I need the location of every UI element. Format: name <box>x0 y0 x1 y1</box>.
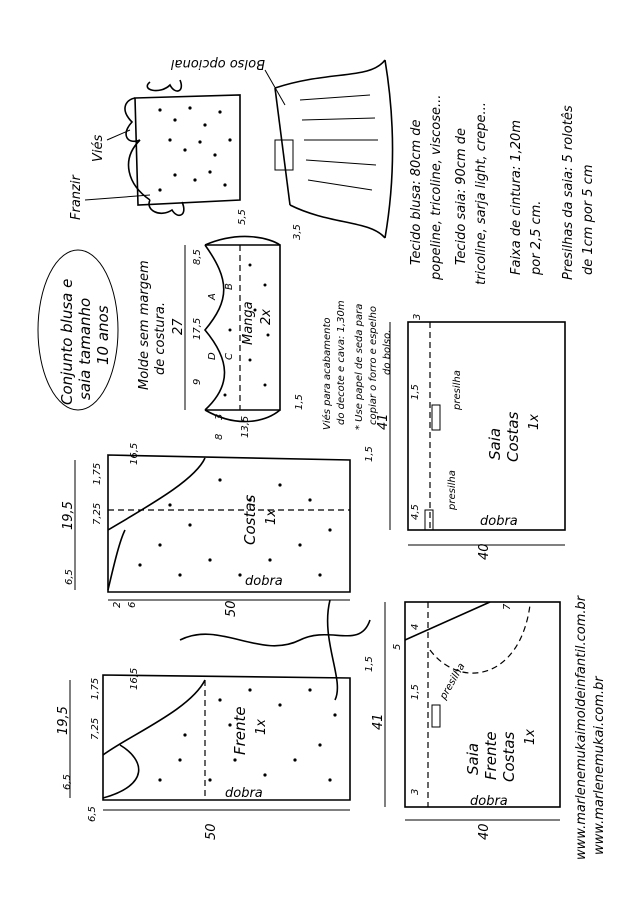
note-tecido-saia-2: tricoline, sarja light, crepe... <box>474 102 489 285</box>
saia-costas-dim-3: 3 <box>412 313 423 320</box>
bolso-arrow <box>265 70 285 105</box>
frente-dim-16-5: 16,5 <box>129 667 140 690</box>
saia-frente-presilha-mark <box>432 705 440 727</box>
saia-frente-presilha: presilha <box>438 661 468 702</box>
page-title-line2: saia tamanho <box>76 297 94 400</box>
frente-dim-50: 50 <box>204 823 219 840</box>
costas-dim-1-75: 1,75 <box>92 462 103 485</box>
blouse-sleeve-top <box>147 80 181 91</box>
saia-costas-presilha-mark-2 <box>425 510 433 530</box>
manga-dim-3-5: 3,5 <box>292 224 303 240</box>
saia-frente-dim-40: 40 <box>477 823 492 840</box>
credits-url1: www.marlenemukaimoldeinfantil.com.br <box>574 595 589 860</box>
costas-dim-1-5: 1,5 <box>364 446 375 462</box>
saia-frente-dim-5: 5 <box>392 643 403 650</box>
manga-a: A <box>207 293 218 300</box>
saia-costas-dim-1-5: 1,5 <box>410 384 421 400</box>
blouse-neck-ruffle <box>125 98 140 141</box>
saia-costas-fold: dobra <box>480 514 518 529</box>
frente-neck <box>103 745 139 798</box>
costas-neck <box>108 530 125 590</box>
costas-armhole <box>108 458 205 530</box>
manga-c: C <box>224 353 235 360</box>
saia-frente-dim-3: 3 <box>410 788 421 795</box>
saia-costas-presilha-1: presilha <box>452 370 463 410</box>
frente-dim-7-25: 7,25 <box>90 717 101 740</box>
costas-outline <box>108 455 350 592</box>
note-faixa-1: Faixa de cintura: 1,20m <box>509 120 524 275</box>
costas-dim-6-5: 6,5 <box>64 569 75 585</box>
costas-dim-16-5: 16,5 <box>129 442 140 465</box>
manga-b: B <box>224 283 235 290</box>
costas-fold: dobra <box>245 574 283 589</box>
blouse-neckline <box>129 140 150 200</box>
bolso-label: Bolso opcional <box>170 56 265 71</box>
saia-frente-count: 1x <box>523 729 538 745</box>
manga-dim-1-5: 1,5 <box>294 394 305 410</box>
subtitle-line2: de costura. <box>153 301 168 375</box>
title-block <box>38 250 168 410</box>
blouse-dots <box>158 106 231 191</box>
saia-costas-presilha-2: presilha <box>447 470 458 510</box>
frente-label: Frente <box>231 706 249 755</box>
skirt-hem-curve <box>385 60 393 238</box>
saia-costas-piece <box>376 314 565 560</box>
saia-costas-dim-4-5: 4,5 <box>410 504 421 520</box>
saia-frente-dim-41: 41 <box>371 713 386 730</box>
skirt-hem-bottom <box>290 205 385 238</box>
manga-dim-9: 9 <box>192 378 203 385</box>
manga-dim-8-5: 8,5 <box>192 249 203 265</box>
costas-count: 1x <box>264 509 279 525</box>
saia-frente-dim-4: 4 <box>410 623 421 630</box>
signature-loop <box>328 600 338 700</box>
manga-dim-3: 3 <box>214 413 225 420</box>
skirt-waistband <box>275 88 290 205</box>
note-papel-2: copiar o forro e espelho <box>368 305 379 425</box>
signature <box>180 600 370 700</box>
saia-costas-label2: Costas <box>504 411 522 462</box>
costas-piece <box>61 443 375 617</box>
franzir-label: Franzir <box>69 175 84 220</box>
saia-frente-dim-7: 7 <box>502 603 513 610</box>
saia-costas-count: 1x <box>527 414 542 430</box>
saia-frente-label1: Saia <box>464 742 482 775</box>
note-presilhas-2: de 1cm por 5 cm <box>581 164 596 275</box>
frente-outline <box>103 675 350 800</box>
saia-costas-label1: Saia <box>486 427 504 460</box>
note-tecido-blusa-1: Tecido blusa: 80cm de <box>409 119 424 265</box>
note-papel-1: * Use papel de seda para <box>354 303 365 430</box>
page-title-line1: Conjunto blusa e <box>58 278 76 405</box>
frente-piece <box>56 656 375 840</box>
credits-url2: www.marlenemukai.com.br <box>592 676 607 855</box>
skirt-hem-top <box>275 60 385 88</box>
signature-stroke <box>180 620 370 646</box>
note-presilhas-1: Presilhas da saia: 5 rolotês <box>561 105 576 280</box>
costas-dim-19-5: 19,5 <box>61 501 76 530</box>
skirt-pleats <box>300 95 378 190</box>
manga-label: Manga <box>241 301 256 345</box>
manga-dim-27: 27 <box>171 318 186 335</box>
saia-frente-pocket-cut <box>405 602 490 640</box>
note-tecido-saia-1: Tecido saia: 90cm de <box>454 128 469 265</box>
note-faixa-2: por 2,5 cm. <box>529 200 544 275</box>
costas-label: Costas <box>241 494 259 545</box>
saia-frente-label2: Frente <box>482 731 500 780</box>
note-tecido-blusa-2: popeline, tricoline, viscose... <box>429 94 444 280</box>
manga-cap-top <box>205 236 280 245</box>
frente-dim-19-5: 19,5 <box>56 706 71 735</box>
frente-dim-1-75: 1,75 <box>90 677 101 700</box>
manga-dim-13-5: 13,5 <box>240 415 251 438</box>
frente-count: 1x <box>254 719 269 735</box>
credits <box>574 594 607 860</box>
manga-dim-5-5: 5,5 <box>237 209 248 225</box>
saia-costas-dim-40: 40 <box>477 543 492 560</box>
blouse-body <box>135 95 240 205</box>
saia-frente-dim-1-5: 1,5 <box>410 684 421 700</box>
franzir-arrow <box>85 195 150 200</box>
saia-frente-piece <box>371 602 560 840</box>
costas-dim-50: 50 <box>224 600 239 617</box>
saia-costas-presilha-mark <box>432 405 440 430</box>
note-vies-2: do decote e cava: 1,30m <box>336 300 347 425</box>
frente-dim-6-5b: 6,5 <box>87 806 98 822</box>
costas-dim-2: 2 <box>112 601 123 608</box>
costas-dim-6: 6 <box>127 601 138 608</box>
manga-curve <box>205 245 225 410</box>
manga-dim-8: 8 <box>214 433 225 440</box>
note-papel-3: do bolso. <box>382 329 393 375</box>
frente-dim-1-5: 1,5 <box>364 656 375 672</box>
frente-dim-6-5: 6,5 <box>62 774 73 790</box>
vies-label: Viés <box>91 134 106 162</box>
subtitle-line1: Molde sem margem <box>137 260 152 390</box>
frente-fold: dobra <box>225 786 263 801</box>
manga-dim-17-5: 17,5 <box>192 317 203 340</box>
costas-dim-7-25: 7,25 <box>92 502 103 525</box>
saia-frente-label3: Costas <box>500 731 518 782</box>
saia-costas-dim-41: 41 <box>376 413 391 430</box>
manga-d: D <box>207 352 218 360</box>
saia-frente-pocket-curve <box>430 605 530 673</box>
blouse-sketch <box>69 80 240 220</box>
page-title-line3: 10 anos <box>94 305 112 365</box>
manga-piece <box>171 209 305 440</box>
manga-count: 2x <box>259 309 274 325</box>
note-vies-1: Viés para acabamento <box>322 317 333 430</box>
skirt-sketch <box>171 56 393 238</box>
saia-frente-fold: dobra <box>470 794 508 809</box>
frente-armhole <box>103 680 205 755</box>
